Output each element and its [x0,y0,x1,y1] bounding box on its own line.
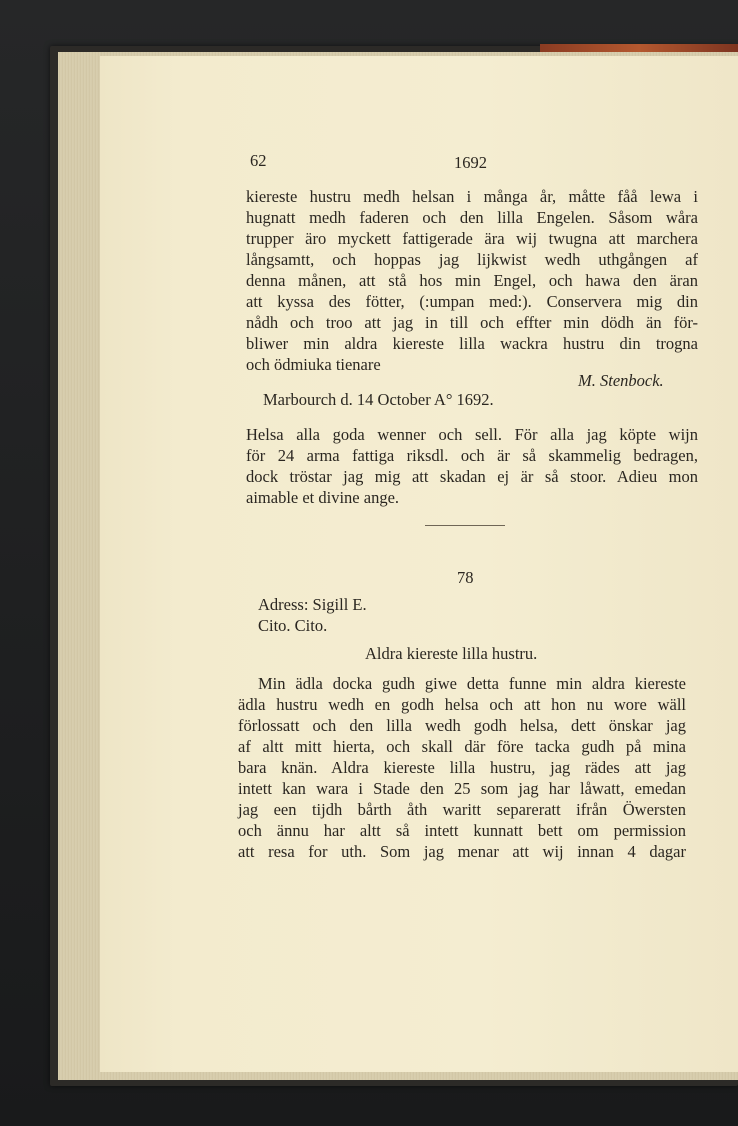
place-date: Marbourch d. 14 October A° 1692. [263,390,494,409]
text-line: intett kan wara i Stade den 25 som jag har låwatt, emedan [238,779,686,798]
postscript-line: för 24 arma fattiga riksdl. och är så skammelig bedragen, [246,446,698,465]
text-line: att resa for uth. Som jag menar att wij innan 4 dagar [238,842,686,861]
text-line: bliwer min aldra kiereste lilla wackra hustru din trogna [246,334,698,353]
address-line: Cito. Cito. [258,616,328,635]
text-line: bara knän. Aldra kiereste lilla hustru, jag rädes att jag [238,758,686,777]
postscript-line: aimable et divine ange. [246,488,400,507]
text-line: hugnatt medh faderen och den lilla Engelen. Såsom wåra [246,208,698,227]
address-line: Adress: Sigill E. [258,595,367,614]
text-line: jag een tijdh bårth åth waritt separeratt ifrån Öwersten [238,800,686,819]
text-line: nådh och troo att jag in till och effter min dödh än för- [246,313,698,332]
letter-number: 78 [457,568,474,587]
text-line: och ödmiuka tienare [246,355,381,374]
postscript-line: dock tröstar jag mig att skadan ej är så stoor. Adieu mon [246,467,698,486]
text-line: kiereste hustru medh helsan i många år, måtte fåå lewa i [246,187,698,206]
book-page [100,56,738,1072]
text-line: att kyssa des fötter, (:umpan med:). Conservera mig din [246,292,698,311]
text-line: denna månen, att stå hos min Engel, och hawa den äran [246,271,698,290]
text-line: af altt mitt hierta, och skall där före tacka gudh på mina [238,737,686,756]
postscript-line: Helsa alla goda wenner och sell. För alla jag köpte wijn [246,425,698,444]
text-line: trupper äro myckett fattigerade ära wij twugna att marchera [246,229,698,248]
salutation: Aldra kiereste lilla hustru. [365,644,538,663]
signature: M. Stenbock. [578,371,664,390]
text-line: förlossatt och den lilla wedh godh helsa, dett önskar jag [238,716,686,735]
text-line: ädla hustru wedh en godh helsa och att hon nu wore wäll [238,695,686,714]
running-head: 1692 [454,153,487,172]
text-line: Min ädla docka gudh giwe detta funne min aldra kiereste [258,674,686,693]
page-number: 62 [250,151,267,170]
text-line: långsamtt, och hoppas jag lijkwist wedh uthgången af [246,250,698,269]
section-divider [425,525,505,526]
text-line: och ännu har altt så intett kunnatt bett om permission [238,821,686,840]
